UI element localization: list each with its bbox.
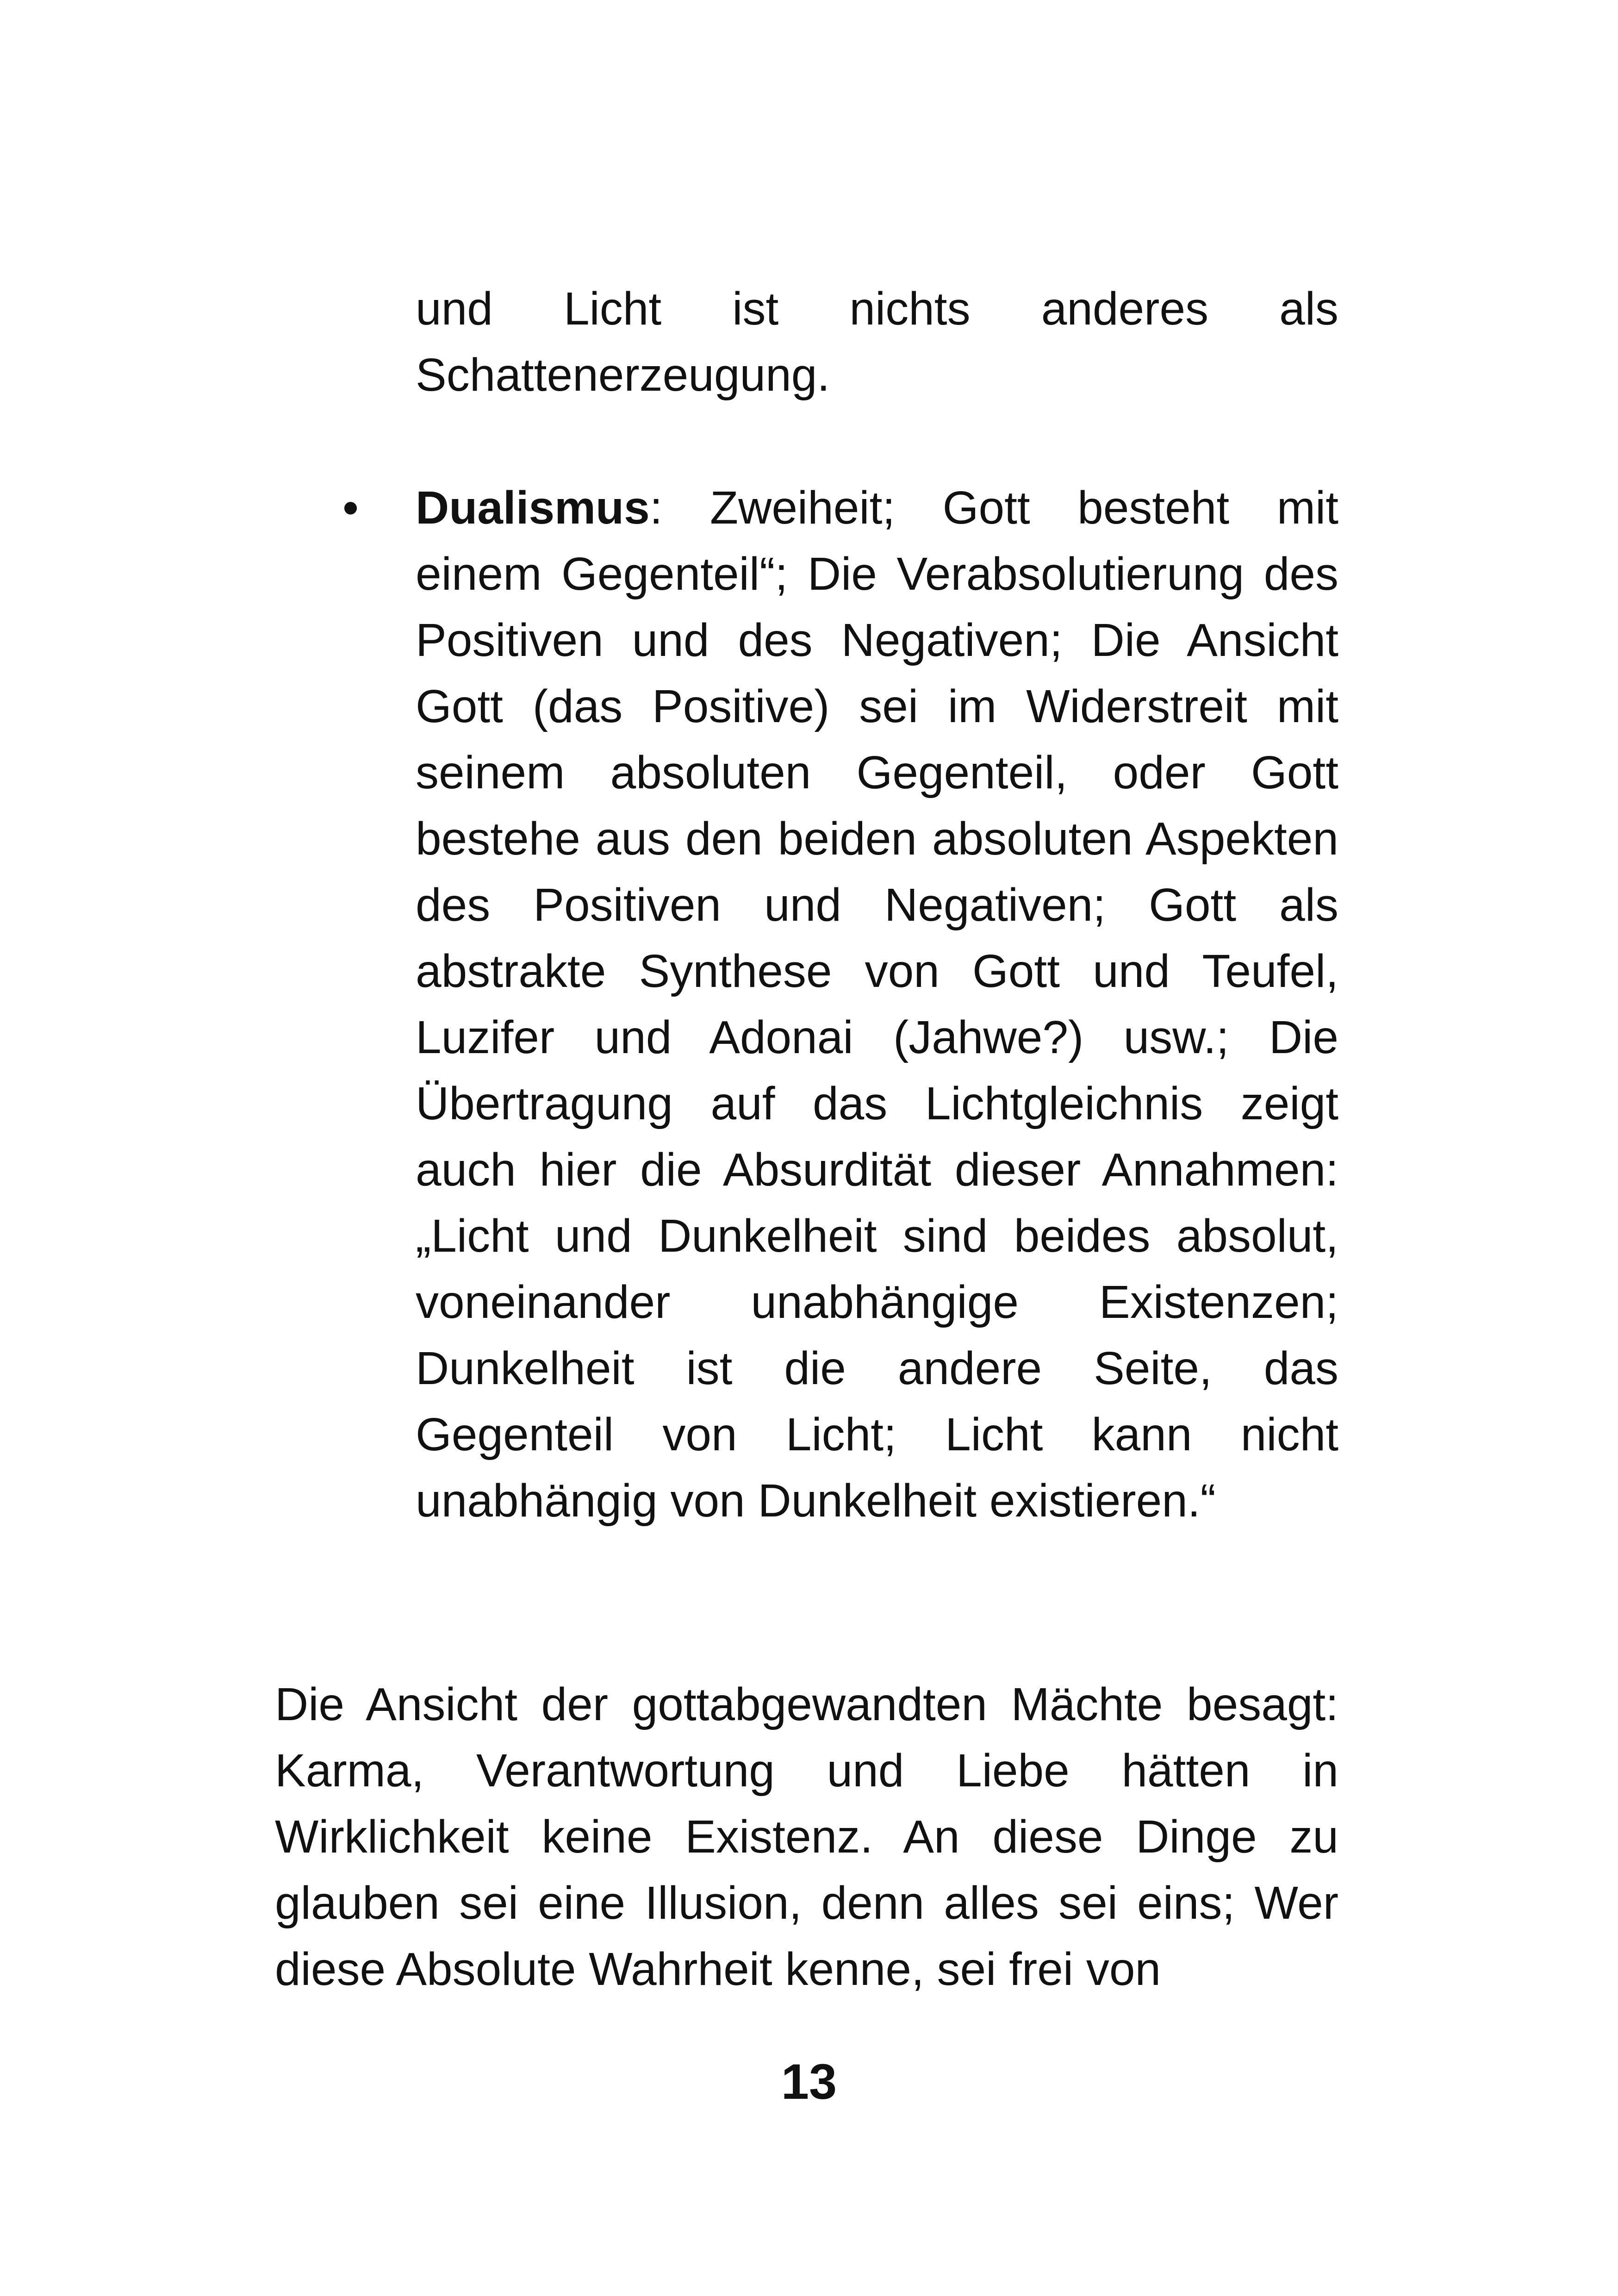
closing-paragraph: Die Ansicht der gottabgewandten Mächte besagt: Karma, Verantwortung und Liebe hätten in Wirklichkeit keine Existenz. An diese Dinge zu glauben sei eine Illusion, denn alles sei eins; Wer diese Absolute Wahrheit kenne, sei frei von (275, 1678, 1338, 1995)
list-item-term: Dualismus (416, 482, 650, 534)
intro-paragraph: und Licht ist nichts anderes als Schattenerzeugung. (416, 283, 1338, 401)
page-number: 13 (781, 2053, 837, 2109)
bullet-icon: • (342, 482, 359, 534)
list-item-dualismus (416, 475, 1338, 1534)
list-item-text: : Zweiheit; Gott besteht mit einem Gegenteil“; Die Verabsolutierung des Positiven und des Negativen; Die Ansicht Gott (das Positive) sei im Widerstreit mit seinem absoluten Gegenteil, oder Gott bestehe aus den beiden absoluten Aspekten des Positiven und Negativen; Gott als abstrakte Synthese von Gott und Teufel, Luzifer und Adonai (Jahwe?) usw.; Die Übertragung auf das Lichtgleichnis zeigt auch hier die Absurdität dieser Annahmen: „Licht und Dunkelheit sind beides absolut, voneinander unabhängige Existenzen; Dunkelheit ist die andere Seite, das Gegenteil von Licht; Licht kann nicht unabhängig von Dunkelheit existieren.“ (416, 482, 1338, 1527)
